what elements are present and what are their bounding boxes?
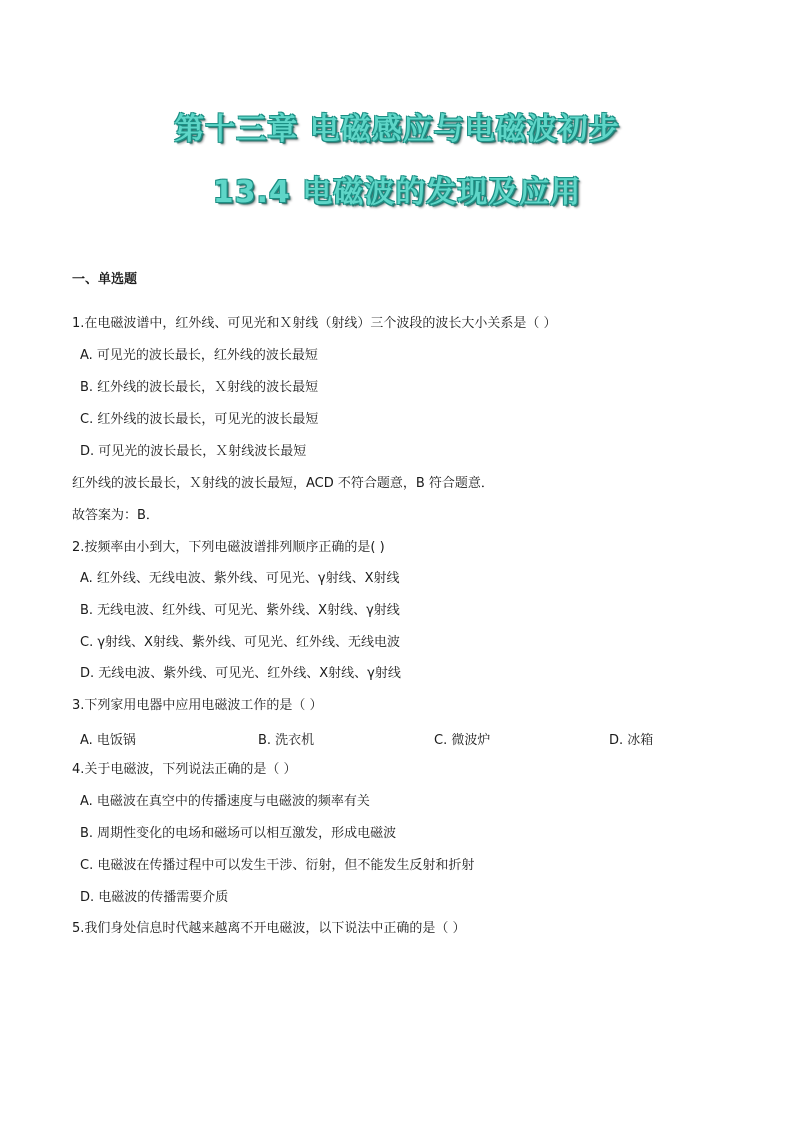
question-1-stem: 1.在电磁波谱中，红外线、可见光和Ｘ射线（射线）三个波段的波长大小关系是（ ） bbox=[72, 316, 557, 331]
question-1-option-c: C. 红外线的波长最长，可见光的波长最短 bbox=[80, 412, 319, 427]
question-1-analysis: 红外线的波长最长，Ｘ射线的波长最短，ACD 不符合题意，B 符合题意． bbox=[72, 476, 494, 491]
question-3-option-b: B. 洗衣机 bbox=[258, 733, 315, 748]
question-3-stem: 3.下列家用电器中应用电磁波工作的是（ ） bbox=[72, 698, 323, 713]
question-2-option-c: C. γ射线、X射线、紫外线、可见光、红外线、无线电波 bbox=[80, 635, 400, 650]
chapter-title: 第十三章 电磁感应与电磁波初步 bbox=[174, 112, 620, 147]
question-3-options bbox=[80, 729, 720, 747]
question-2-option-d: D. 无线电波、紫外线、可见光、红外线、X射线、γ射线 bbox=[80, 666, 401, 681]
question-1-option-b: B. 红外线的波长最长，Ｘ射线的波长最短 bbox=[80, 380, 319, 395]
section-heading: 一、单选题 bbox=[72, 272, 138, 287]
question-2-option-b: B. 无线电波、红外线、可见光、紫外线、X射线、γ射线 bbox=[80, 603, 400, 618]
question-4-stem: 4.关于电磁波，下列说法正确的是（ ） bbox=[72, 762, 297, 777]
question-2-stem: 2.按频率由小到大，下列电磁波谱排列顺序正确的是( ) bbox=[72, 540, 385, 555]
question-1-option-a: A. 可见光的波长最长，红外线的波长最短 bbox=[80, 348, 318, 363]
question-3-option-a: A. 电饭锅 bbox=[80, 733, 136, 748]
question-5-stem: 5.我们身处信息时代越来越离不开电磁波，以下说法中正确的是（ ） bbox=[72, 921, 466, 936]
question-1-option-d: D. 可见光的波长最长，Ｘ射线波长最短 bbox=[80, 444, 307, 459]
question-4-option-d: D. 电磁波的传播需要介质 bbox=[80, 890, 229, 905]
section-title: 13.4 电磁波的发现及应用 bbox=[212, 175, 582, 210]
question-4-option-c: C. 电磁波在传播过程中可以发生干涉、衍射，但不能发生反射和折射 bbox=[80, 858, 475, 873]
question-1-answer: 故答案为：B． bbox=[72, 508, 159, 523]
question-2-option-a: A. 红外线、无线电波、紫外线、可见光、γ射线、X射线 bbox=[80, 571, 400, 586]
question-3-option-d: D. 冰箱 bbox=[609, 733, 654, 748]
question-4-option-b: B. 周期性变化的电场和磁场可以相互激发，形成电磁波 bbox=[80, 826, 397, 841]
question-4-option-a: A. 电磁波在真空中的传播速度与电磁波的频率有关 bbox=[80, 794, 370, 809]
question-3-option-c: C. 微波炉 bbox=[434, 733, 491, 748]
